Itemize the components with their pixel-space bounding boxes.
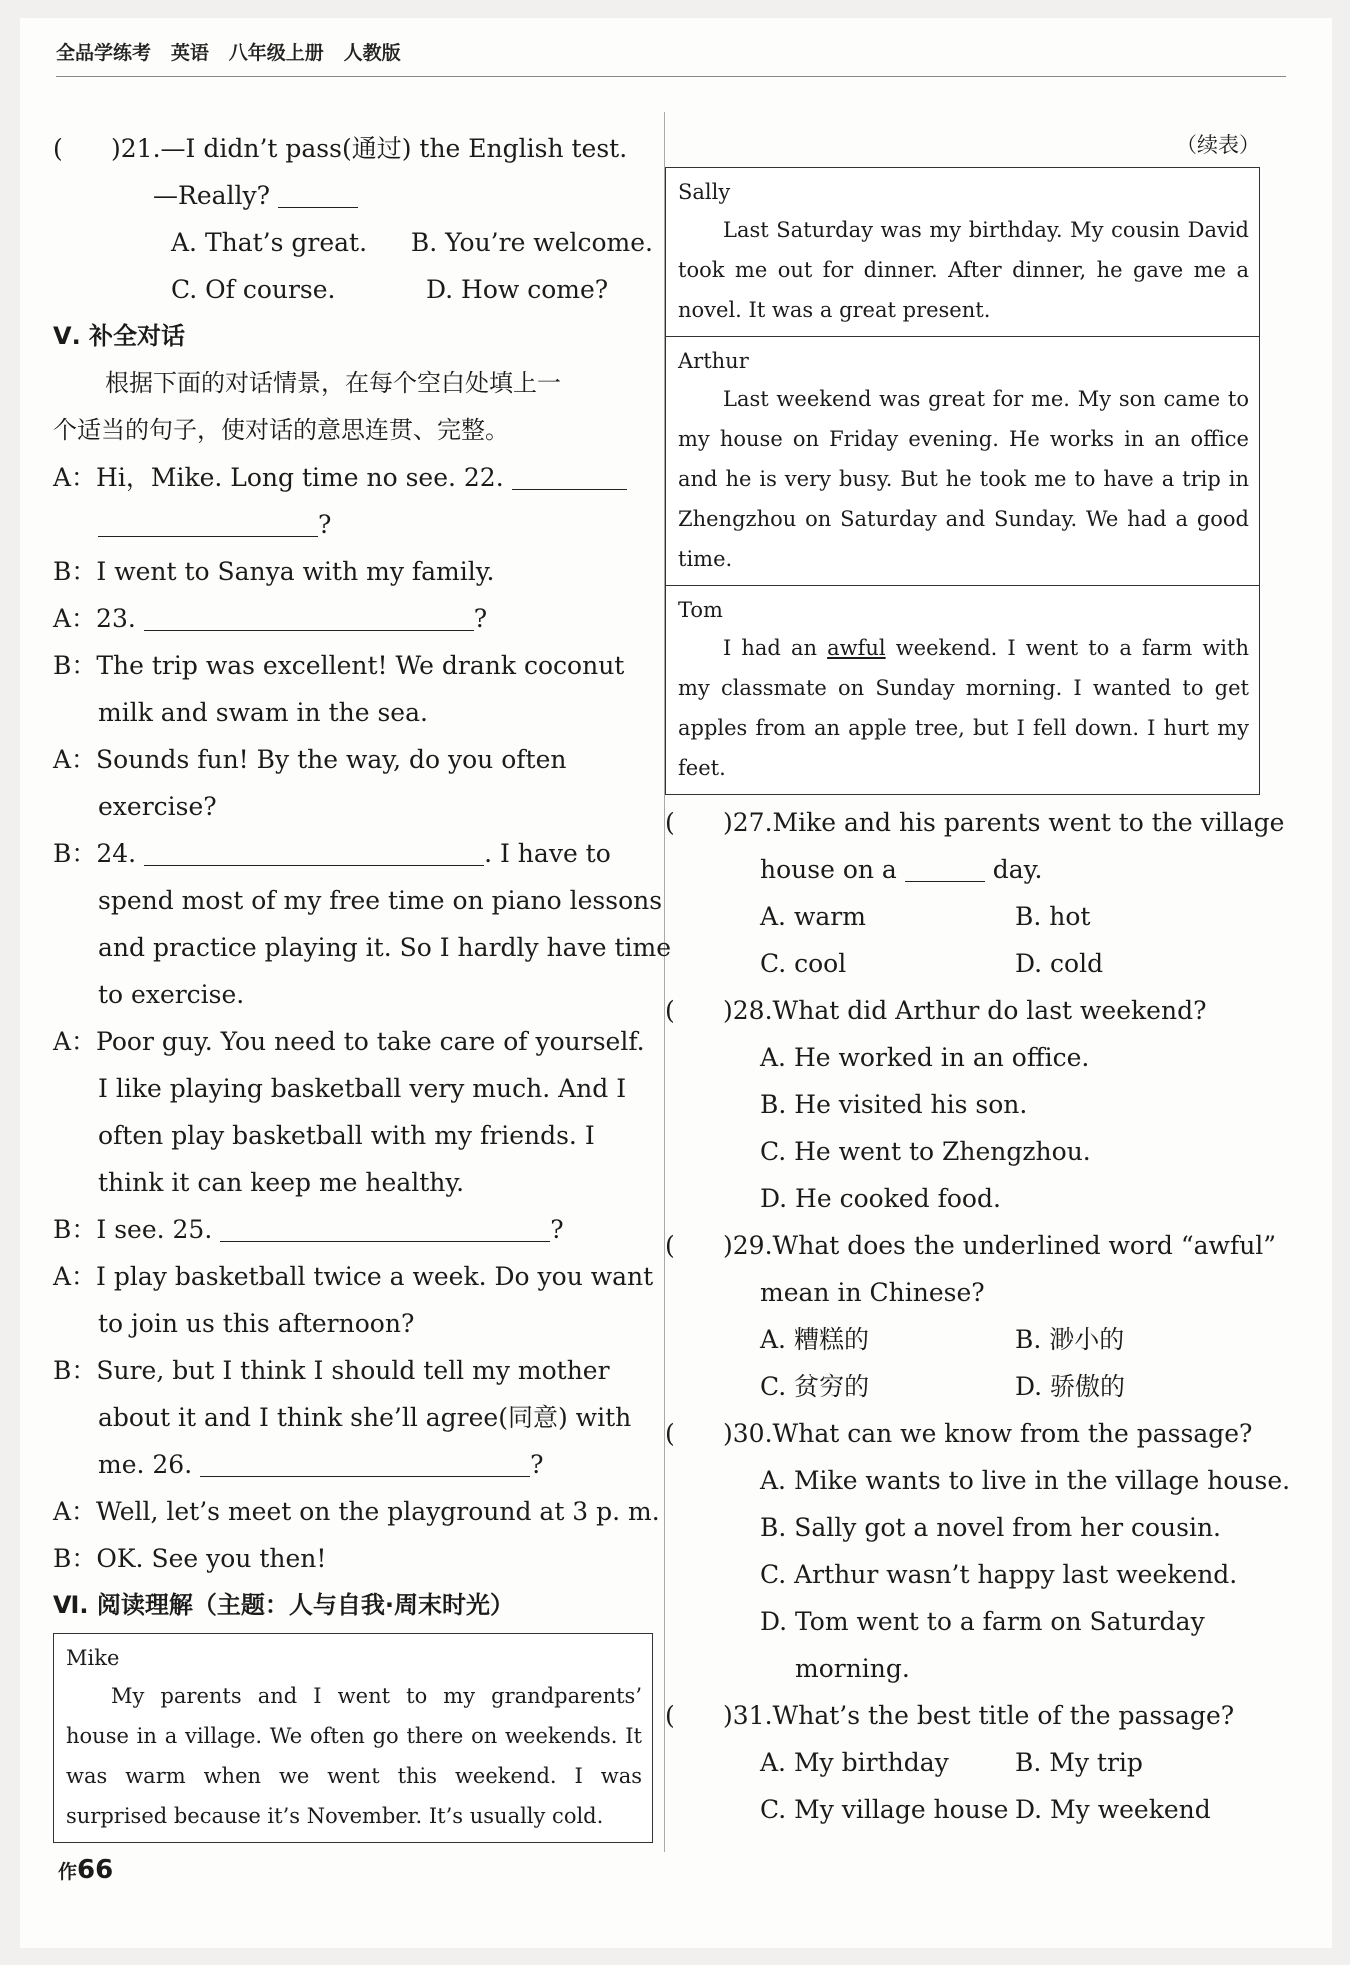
speaker-name: Mike — [66, 1646, 120, 1670]
section-6-title: Ⅵ. 阅读理解（主题：人与自我·周末时光） — [53, 1591, 514, 1619]
q31-options-row2 — [665, 1786, 1260, 1833]
q31-stem: ( )31.What’s the best title of the passage? — [665, 1701, 1235, 1730]
q30-stem: ( )30.What can we know from the passage? — [665, 1419, 1253, 1448]
option[interactable]: D. My weekend — [1015, 1795, 1211, 1824]
dialogue-line: B：The trip was excellent! We drank coconut — [53, 651, 625, 680]
dialogue-line: to join us this afternoon? — [98, 1309, 415, 1338]
dialogue-line: A：I play basketball twice a week. Do you want — [53, 1262, 654, 1291]
section-5-instruction: 根据下面的对话情景，在每个空白处填上一 — [105, 369, 561, 397]
passage-text: My parents and I went to my grandparents’ house in a village. We often go there on weekends. It was warm when we went this weekend. I was surprised because it’s November. It’s usually cold. — [66, 1684, 642, 1828]
dialogue-line: A：Well, let’s meet on the playground at 3 p. m. — [53, 1497, 660, 1526]
option[interactable]: B. He visited his son. — [760, 1090, 1028, 1119]
option[interactable]: B. My trip — [1015, 1748, 1143, 1777]
dialogue-line: spend most of my free time on piano lessons — [98, 886, 663, 915]
option[interactable]: D. cold — [1015, 949, 1104, 978]
dialogue-line: A：Sounds fun! By the way, do you often — [53, 745, 567, 774]
q29-options-row1 — [665, 1316, 1260, 1363]
dialogue-line: A：Hi，Mike. Long time no see. 22. — [53, 454, 653, 501]
passage-text: Last Saturday was my birthday. My cousin David took me out for dinner. After dinner, he gave me a novel. It was a great present. — [678, 218, 1249, 322]
option[interactable]: D. Tom went to a farm on Saturday — [760, 1607, 1205, 1636]
dialogue-line: B：I went to Sanya with my family. — [53, 557, 495, 586]
option[interactable]: B. 渺小的 — [1015, 1325, 1125, 1354]
answer-blank[interactable] — [278, 179, 358, 208]
option[interactable]: D. How come? — [426, 275, 609, 304]
dialogue-line: I like playing basketball very much. And I — [98, 1074, 627, 1103]
dialogue-line: me. 26. ? — [98, 1450, 544, 1479]
option[interactable]: A. warm — [760, 902, 866, 931]
answer-blank[interactable] — [905, 853, 985, 882]
option[interactable]: A. He worked in an office. — [760, 1043, 1090, 1072]
passage-table — [665, 167, 1260, 795]
option[interactable]: A. 糟糕的 — [760, 1325, 869, 1354]
option[interactable]: A. That’s great. — [171, 228, 368, 257]
answer-blank-24[interactable] — [144, 837, 484, 866]
dialogue-line: B：I see. 25. ? — [53, 1215, 564, 1244]
dialogue-line: ? — [53, 501, 653, 548]
q29-options-row2 — [665, 1363, 1260, 1410]
dialogue-line: B：Sure, but I think I should tell my mother — [53, 1356, 610, 1385]
passage-tom — [666, 585, 1259, 794]
edition: 人教版 — [343, 42, 401, 64]
answer-blank-22[interactable] — [512, 461, 627, 490]
q21-reply: —Really? — [53, 172, 653, 219]
option[interactable]: A. Mike wants to live in the village house. — [760, 1466, 1291, 1495]
option[interactable]: D. 骄傲的 — [1015, 1372, 1126, 1401]
left-column — [53, 125, 671, 1843]
section-5-title: Ⅴ. 补全对话 — [53, 322, 186, 350]
q29-stem: ( )29.What does the underlined word “awful” — [665, 1231, 1277, 1260]
underlined-word: awful — [827, 636, 886, 660]
dialogue-line: often play basketball with my friends. I — [98, 1121, 595, 1150]
passage-text: I had an awful weekend. I went to a farm with my classmate on Sunday morning. I wanted to get apples from an apple tree, but I fell down. I hurt my feet. — [678, 636, 1249, 780]
passage-sally — [666, 168, 1259, 336]
dialogue-line: exercise? — [98, 792, 217, 821]
dialogue-line: B：OK. See you then! — [53, 1544, 327, 1573]
q27-options-row2 — [665, 940, 1260, 987]
speaker-name: Arthur — [678, 349, 749, 373]
answer-blank-26[interactable] — [200, 1448, 530, 1477]
q29-stem-cont: mean in Chinese? — [760, 1278, 985, 1307]
subject: 英语 — [170, 42, 209, 64]
dialogue-line: and practice playing it. So I hardly have time — [98, 933, 671, 962]
option[interactable]: A. My birthday — [760, 1748, 949, 1777]
passage-box-mike — [53, 1633, 653, 1843]
q27-options-row1 — [665, 893, 1260, 940]
q27-stem: ( )27.Mike and his parents went to the village — [665, 808, 1285, 837]
dialogue-line: about it and I think she’ll agree(同意) with — [98, 1403, 632, 1432]
answer-blank-23[interactable] — [144, 602, 474, 631]
grade: 八年级上册 — [228, 42, 324, 64]
continued-label: （续表） — [1176, 133, 1260, 157]
option-cont: morning. — [795, 1654, 910, 1683]
option[interactable]: B. You’re welcome. — [410, 228, 653, 257]
q21-options-row1 — [53, 219, 653, 266]
q31-options-row1 — [665, 1739, 1260, 1786]
speaker-name: Sally — [678, 180, 731, 204]
option[interactable]: C. He went to Zhengzhou. — [760, 1137, 1091, 1166]
section-5-instruction-cont: 个适当的句子，使对话的意思连贯、完整。 — [53, 416, 509, 444]
q21-stem: ( )21.—I didn’t pass(通过) the English test. — [53, 134, 628, 163]
passage-text: Last weekend was great for me. My son came to my house on Friday evening. He works in an office and he is very busy. But he took me to have a trip in Zhengzhou on Saturday and Sunday. We had a good time. — [678, 387, 1249, 571]
option[interactable]: C. Arthur wasn’t happy last weekend. — [760, 1560, 1238, 1589]
answer-blank-25[interactable] — [220, 1213, 550, 1242]
option[interactable]: B. Sally got a novel from her cousin. — [760, 1513, 1221, 1542]
dialogue-line: to exercise. — [98, 980, 245, 1009]
q27-stem-cont: house on a day. — [760, 855, 1043, 884]
option[interactable]: D. He cooked food. — [760, 1184, 1001, 1213]
header-rule — [56, 76, 1286, 77]
passage-mike — [54, 1634, 652, 1842]
book-title: 全品学练考 — [56, 42, 152, 64]
dialogue-line: think it can keep me healthy. — [98, 1168, 465, 1197]
answer-blank-22-cont[interactable] — [98, 508, 318, 537]
q21-options-row2 — [53, 266, 653, 313]
option[interactable]: C. cool — [760, 949, 847, 978]
dialogue-line: B：24. . I have to — [53, 839, 611, 868]
page-header — [56, 38, 1306, 65]
passage-arthur — [666, 336, 1259, 585]
speaker-name: Tom — [678, 598, 723, 622]
q28-stem: ( )28.What did Arthur do last weekend? — [665, 996, 1207, 1025]
dialogue-line: A：23. ? — [53, 604, 488, 633]
right-column — [665, 125, 1291, 1833]
option[interactable]: B. hot — [1015, 902, 1091, 931]
dialogue-line: milk and swam in the sea. — [98, 698, 428, 727]
option[interactable]: C. 贫穷的 — [760, 1372, 870, 1401]
option[interactable]: C. Of course. — [171, 275, 336, 304]
option[interactable]: C. My village house — [760, 1795, 1009, 1824]
page-number: 作66 — [58, 1855, 114, 1885]
dialogue-line: A：Poor guy. You need to take care of yourself. — [53, 1027, 645, 1056]
